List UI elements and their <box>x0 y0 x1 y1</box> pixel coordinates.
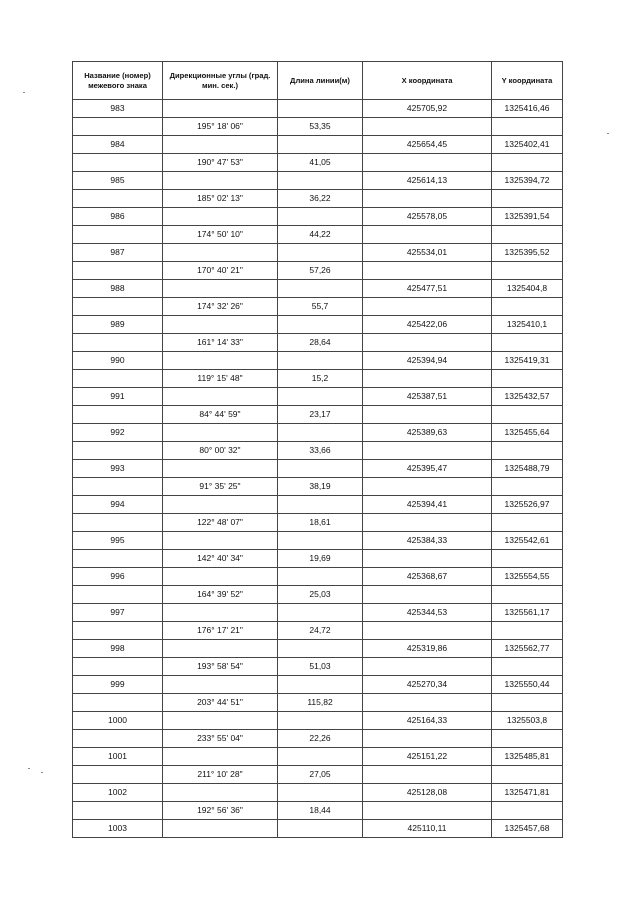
cell-bearing-angle <box>163 316 278 334</box>
cell-x-coordinate: 425654,45 <box>363 136 492 154</box>
cell-x-coordinate: 425395,47 <box>363 460 492 478</box>
cell-x-coordinate <box>363 478 492 496</box>
cell-point-name: 1003 <box>73 820 163 838</box>
table-row <box>73 298 563 316</box>
cell-point-name: 994 <box>73 496 163 514</box>
table-header <box>73 62 563 100</box>
cell-y-coordinate <box>492 550 563 568</box>
cell-line-length: 25,03 <box>278 586 363 604</box>
cell-y-coordinate <box>492 334 563 352</box>
cell-line-length: 51,03 <box>278 658 363 676</box>
table-row <box>73 568 563 586</box>
header-x-coordinate: X координата <box>363 62 492 100</box>
cell-bearing-angle: 195° 18' 06" <box>163 118 278 136</box>
cell-line-length <box>278 208 363 226</box>
cell-y-coordinate: 1325471,81 <box>492 784 563 802</box>
table-row <box>73 730 563 748</box>
cell-x-coordinate <box>363 514 492 532</box>
table-row <box>73 820 563 838</box>
table-row <box>73 136 563 154</box>
cell-line-length: 38,19 <box>278 478 363 496</box>
cell-x-coordinate <box>363 658 492 676</box>
header-bearing-angle: Дирекционные углы (град. мин. сек.) <box>163 62 278 100</box>
cell-bearing-angle: 233° 55' 04" <box>163 730 278 748</box>
cell-bearing-angle: 211° 10' 28" <box>163 766 278 784</box>
table-row <box>73 208 563 226</box>
cell-bearing-angle: 174° 32' 26" <box>163 298 278 316</box>
cell-x-coordinate: 425319,86 <box>363 640 492 658</box>
cell-point-name <box>73 442 163 460</box>
cell-line-length <box>278 640 363 658</box>
cell-line-length <box>278 676 363 694</box>
cell-y-coordinate: 1325410,1 <box>492 316 563 334</box>
cell-point-name: 1002 <box>73 784 163 802</box>
table-row <box>73 694 563 712</box>
cell-x-coordinate <box>363 550 492 568</box>
cell-bearing-angle: 142° 40' 34" <box>163 550 278 568</box>
cell-point-name: 990 <box>73 352 163 370</box>
cell-bearing-angle: 122° 48' 07" <box>163 514 278 532</box>
cell-y-coordinate: 1325419,31 <box>492 352 563 370</box>
cell-bearing-angle: 192° 56' 36" <box>163 802 278 820</box>
cell-x-coordinate: 425394,94 <box>363 352 492 370</box>
cell-point-name: 984 <box>73 136 163 154</box>
cell-y-coordinate: 1325561,17 <box>492 604 563 622</box>
scan-speck <box>607 133 609 134</box>
cell-line-length <box>278 244 363 262</box>
cell-line-length <box>278 424 363 442</box>
cell-point-name <box>73 118 163 136</box>
cell-x-coordinate: 425578,05 <box>363 208 492 226</box>
cell-y-coordinate <box>492 802 563 820</box>
table-row <box>73 244 563 262</box>
cell-point-name <box>73 550 163 568</box>
header-line-length: Длина линии(м) <box>278 62 363 100</box>
table-row <box>73 460 563 478</box>
cell-point-name <box>73 514 163 532</box>
cell-bearing-angle <box>163 568 278 586</box>
cell-x-coordinate: 425344,53 <box>363 604 492 622</box>
cell-point-name: 983 <box>73 100 163 118</box>
cell-x-coordinate <box>363 406 492 424</box>
cell-x-coordinate: 425389,63 <box>363 424 492 442</box>
header-point-name: Название (номер) межевого знака <box>73 62 163 100</box>
table-row <box>73 712 563 730</box>
cell-y-coordinate <box>492 190 563 208</box>
cell-point-name <box>73 730 163 748</box>
cell-point-name: 995 <box>73 532 163 550</box>
cell-point-name <box>73 262 163 280</box>
table-body <box>73 100 563 838</box>
cell-y-coordinate: 1325550,44 <box>492 676 563 694</box>
table-row <box>73 172 563 190</box>
cell-y-coordinate: 1325562,77 <box>492 640 563 658</box>
cell-line-length: 44,22 <box>278 226 363 244</box>
cell-point-name: 996 <box>73 568 163 586</box>
cell-y-coordinate <box>492 730 563 748</box>
cell-point-name <box>73 190 163 208</box>
table-row <box>73 496 563 514</box>
cell-y-coordinate: 1325488,79 <box>492 460 563 478</box>
cell-bearing-angle <box>163 712 278 730</box>
cell-line-length <box>278 712 363 730</box>
table-row <box>73 406 563 424</box>
cell-y-coordinate <box>492 406 563 424</box>
cell-line-length: 41,05 <box>278 154 363 172</box>
cell-x-coordinate: 425614,13 <box>363 172 492 190</box>
cell-point-name <box>73 154 163 172</box>
cell-line-length <box>278 352 363 370</box>
table-row <box>73 532 563 550</box>
cell-point-name <box>73 370 163 388</box>
cell-bearing-angle: 203° 44' 51" <box>163 694 278 712</box>
cell-line-length: 22,26 <box>278 730 363 748</box>
table-row <box>73 622 563 640</box>
cell-y-coordinate: 1325457,68 <box>492 820 563 838</box>
cell-point-name: 989 <box>73 316 163 334</box>
cell-line-length: 27,05 <box>278 766 363 784</box>
cell-bearing-angle <box>163 244 278 262</box>
cell-point-name: 1001 <box>73 748 163 766</box>
cell-bearing-angle <box>163 640 278 658</box>
cell-point-name <box>73 802 163 820</box>
cell-point-name: 1000 <box>73 712 163 730</box>
cell-point-name <box>73 586 163 604</box>
cell-bearing-angle: 193° 58' 54" <box>163 658 278 676</box>
cell-x-coordinate: 425270,34 <box>363 676 492 694</box>
cell-y-coordinate: 1325394,72 <box>492 172 563 190</box>
cell-y-coordinate: 1325503,8 <box>492 712 563 730</box>
cell-bearing-angle <box>163 460 278 478</box>
cell-line-length: 24,72 <box>278 622 363 640</box>
cell-x-coordinate: 425534,01 <box>363 244 492 262</box>
cell-line-length <box>278 388 363 406</box>
cell-bearing-angle <box>163 352 278 370</box>
cell-bearing-angle <box>163 820 278 838</box>
cell-point-name: 998 <box>73 640 163 658</box>
table-row <box>73 100 563 118</box>
cell-x-coordinate: 425164,33 <box>363 712 492 730</box>
cell-y-coordinate <box>492 154 563 172</box>
cell-y-coordinate: 1325554,55 <box>492 568 563 586</box>
cell-y-coordinate <box>492 262 563 280</box>
table-row <box>73 784 563 802</box>
cell-point-name <box>73 658 163 676</box>
cell-y-coordinate <box>492 694 563 712</box>
cell-line-length: 15,2 <box>278 370 363 388</box>
cell-point-name: 993 <box>73 460 163 478</box>
table-row <box>73 262 563 280</box>
cell-bearing-angle: 176° 17' 21" <box>163 622 278 640</box>
cell-line-length: 33,66 <box>278 442 363 460</box>
cell-line-length <box>278 100 363 118</box>
cell-y-coordinate <box>492 442 563 460</box>
cell-point-name <box>73 694 163 712</box>
cell-x-coordinate: 425477,51 <box>363 280 492 298</box>
cell-bearing-angle <box>163 424 278 442</box>
table-row <box>73 550 563 568</box>
cell-x-coordinate <box>363 298 492 316</box>
cell-x-coordinate: 425384,33 <box>363 532 492 550</box>
cell-bearing-angle: 185° 02' 13" <box>163 190 278 208</box>
cell-x-coordinate <box>363 154 492 172</box>
table-row <box>73 370 563 388</box>
cell-x-coordinate <box>363 586 492 604</box>
cell-x-coordinate: 425705,92 <box>363 100 492 118</box>
table-row <box>73 658 563 676</box>
table-row <box>73 352 563 370</box>
cell-x-coordinate <box>363 370 492 388</box>
cell-line-length <box>278 820 363 838</box>
cell-x-coordinate: 425394,41 <box>363 496 492 514</box>
scan-speck <box>23 92 25 93</box>
table-row <box>73 424 563 442</box>
cell-bearing-angle: 164° 39' 52" <box>163 586 278 604</box>
cell-point-name: 988 <box>73 280 163 298</box>
cell-line-length: 55,7 <box>278 298 363 316</box>
cell-bearing-angle <box>163 496 278 514</box>
cell-y-coordinate <box>492 622 563 640</box>
table-row <box>73 190 563 208</box>
cell-x-coordinate: 425422,06 <box>363 316 492 334</box>
cell-bearing-angle: 119° 15' 48" <box>163 370 278 388</box>
cell-bearing-angle: 84° 44' 59" <box>163 406 278 424</box>
cell-x-coordinate <box>363 262 492 280</box>
cell-bearing-angle <box>163 532 278 550</box>
table-row <box>73 802 563 820</box>
cell-y-coordinate <box>492 514 563 532</box>
cell-x-coordinate <box>363 802 492 820</box>
cell-line-length <box>278 784 363 802</box>
cell-line-length: 57,26 <box>278 262 363 280</box>
header-y-coordinate: Y координата <box>492 62 563 100</box>
cell-x-coordinate <box>363 730 492 748</box>
cell-x-coordinate <box>363 766 492 784</box>
cell-bearing-angle <box>163 604 278 622</box>
cell-y-coordinate: 1325542,61 <box>492 532 563 550</box>
table-row <box>73 676 563 694</box>
cell-line-length <box>278 280 363 298</box>
cell-x-coordinate <box>363 226 492 244</box>
cell-y-coordinate: 1325455,64 <box>492 424 563 442</box>
cell-line-length <box>278 316 363 334</box>
cell-point-name: 986 <box>73 208 163 226</box>
cell-line-length: 19,69 <box>278 550 363 568</box>
table-row <box>73 280 563 298</box>
cell-x-coordinate: 425387,51 <box>363 388 492 406</box>
cell-bearing-angle: 174° 50' 10" <box>163 226 278 244</box>
cell-y-coordinate: 1325404,8 <box>492 280 563 298</box>
cell-bearing-angle <box>163 280 278 298</box>
table-row <box>73 604 563 622</box>
cell-bearing-angle <box>163 784 278 802</box>
table-row <box>73 640 563 658</box>
table-row <box>73 154 563 172</box>
cell-bearing-angle <box>163 100 278 118</box>
cell-point-name <box>73 334 163 352</box>
cell-bearing-angle <box>163 748 278 766</box>
cell-x-coordinate: 425128,08 <box>363 784 492 802</box>
table-row <box>73 118 563 136</box>
cell-line-length: 115,82 <box>278 694 363 712</box>
cell-line-length: 36,22 <box>278 190 363 208</box>
cell-y-coordinate: 1325485,81 <box>492 748 563 766</box>
cell-x-coordinate: 425110,11 <box>363 820 492 838</box>
table-row <box>73 334 563 352</box>
cell-point-name <box>73 226 163 244</box>
header-row <box>73 62 563 100</box>
cell-point-name: 985 <box>73 172 163 190</box>
table-row <box>73 478 563 496</box>
cell-bearing-angle: 170° 40' 21" <box>163 262 278 280</box>
cell-bearing-angle <box>163 136 278 154</box>
cell-x-coordinate <box>363 442 492 460</box>
cell-x-coordinate <box>363 118 492 136</box>
table-row <box>73 316 563 334</box>
table-row <box>73 226 563 244</box>
scan-speck <box>28 768 30 769</box>
cell-y-coordinate <box>492 586 563 604</box>
cell-point-name: 997 <box>73 604 163 622</box>
cell-y-coordinate: 1325526,97 <box>492 496 563 514</box>
cell-x-coordinate <box>363 622 492 640</box>
cell-x-coordinate: 425151,22 <box>363 748 492 766</box>
cell-bearing-angle <box>163 172 278 190</box>
table-row <box>73 586 563 604</box>
cell-bearing-angle: 80° 00' 32" <box>163 442 278 460</box>
cell-point-name <box>73 478 163 496</box>
cell-line-length: 23,17 <box>278 406 363 424</box>
cell-point-name <box>73 766 163 784</box>
cell-x-coordinate: 425368,67 <box>363 568 492 586</box>
cell-x-coordinate <box>363 190 492 208</box>
table-row <box>73 388 563 406</box>
cell-point-name <box>73 622 163 640</box>
cell-y-coordinate <box>492 370 563 388</box>
cell-point-name <box>73 406 163 424</box>
cell-line-length <box>278 460 363 478</box>
cell-y-coordinate <box>492 118 563 136</box>
cell-line-length: 53,35 <box>278 118 363 136</box>
cell-bearing-angle <box>163 676 278 694</box>
cell-y-coordinate <box>492 226 563 244</box>
cell-line-length <box>278 604 363 622</box>
cell-y-coordinate: 1325402,41 <box>492 136 563 154</box>
cell-line-length <box>278 748 363 766</box>
cell-point-name: 987 <box>73 244 163 262</box>
cell-bearing-angle <box>163 208 278 226</box>
cell-y-coordinate: 1325416,46 <box>492 100 563 118</box>
cell-line-length: 28,64 <box>278 334 363 352</box>
cell-line-length <box>278 532 363 550</box>
cell-line-length <box>278 136 363 154</box>
cell-x-coordinate <box>363 694 492 712</box>
table-row <box>73 748 563 766</box>
cell-y-coordinate: 1325432,57 <box>492 388 563 406</box>
cell-line-length <box>278 496 363 514</box>
cell-y-coordinate: 1325395,52 <box>492 244 563 262</box>
boundary-points-table <box>72 61 563 838</box>
cell-bearing-angle: 91° 35' 25" <box>163 478 278 496</box>
cell-bearing-angle <box>163 388 278 406</box>
cell-bearing-angle: 161° 14' 33" <box>163 334 278 352</box>
cell-point-name: 999 <box>73 676 163 694</box>
cell-y-coordinate <box>492 298 563 316</box>
cell-x-coordinate <box>363 334 492 352</box>
cell-point-name: 991 <box>73 388 163 406</box>
cell-y-coordinate <box>492 766 563 784</box>
cell-line-length <box>278 172 363 190</box>
cell-point-name <box>73 298 163 316</box>
cell-line-length: 18,61 <box>278 514 363 532</box>
cell-line-length: 18,44 <box>278 802 363 820</box>
cell-y-coordinate <box>492 658 563 676</box>
table-row <box>73 442 563 460</box>
table-row <box>73 766 563 784</box>
table-row <box>73 514 563 532</box>
cell-bearing-angle: 190° 47' 53" <box>163 154 278 172</box>
cell-point-name: 992 <box>73 424 163 442</box>
cell-y-coordinate: 1325391,54 <box>492 208 563 226</box>
cell-line-length <box>278 568 363 586</box>
scan-speck <box>41 772 43 773</box>
cell-y-coordinate <box>492 478 563 496</box>
